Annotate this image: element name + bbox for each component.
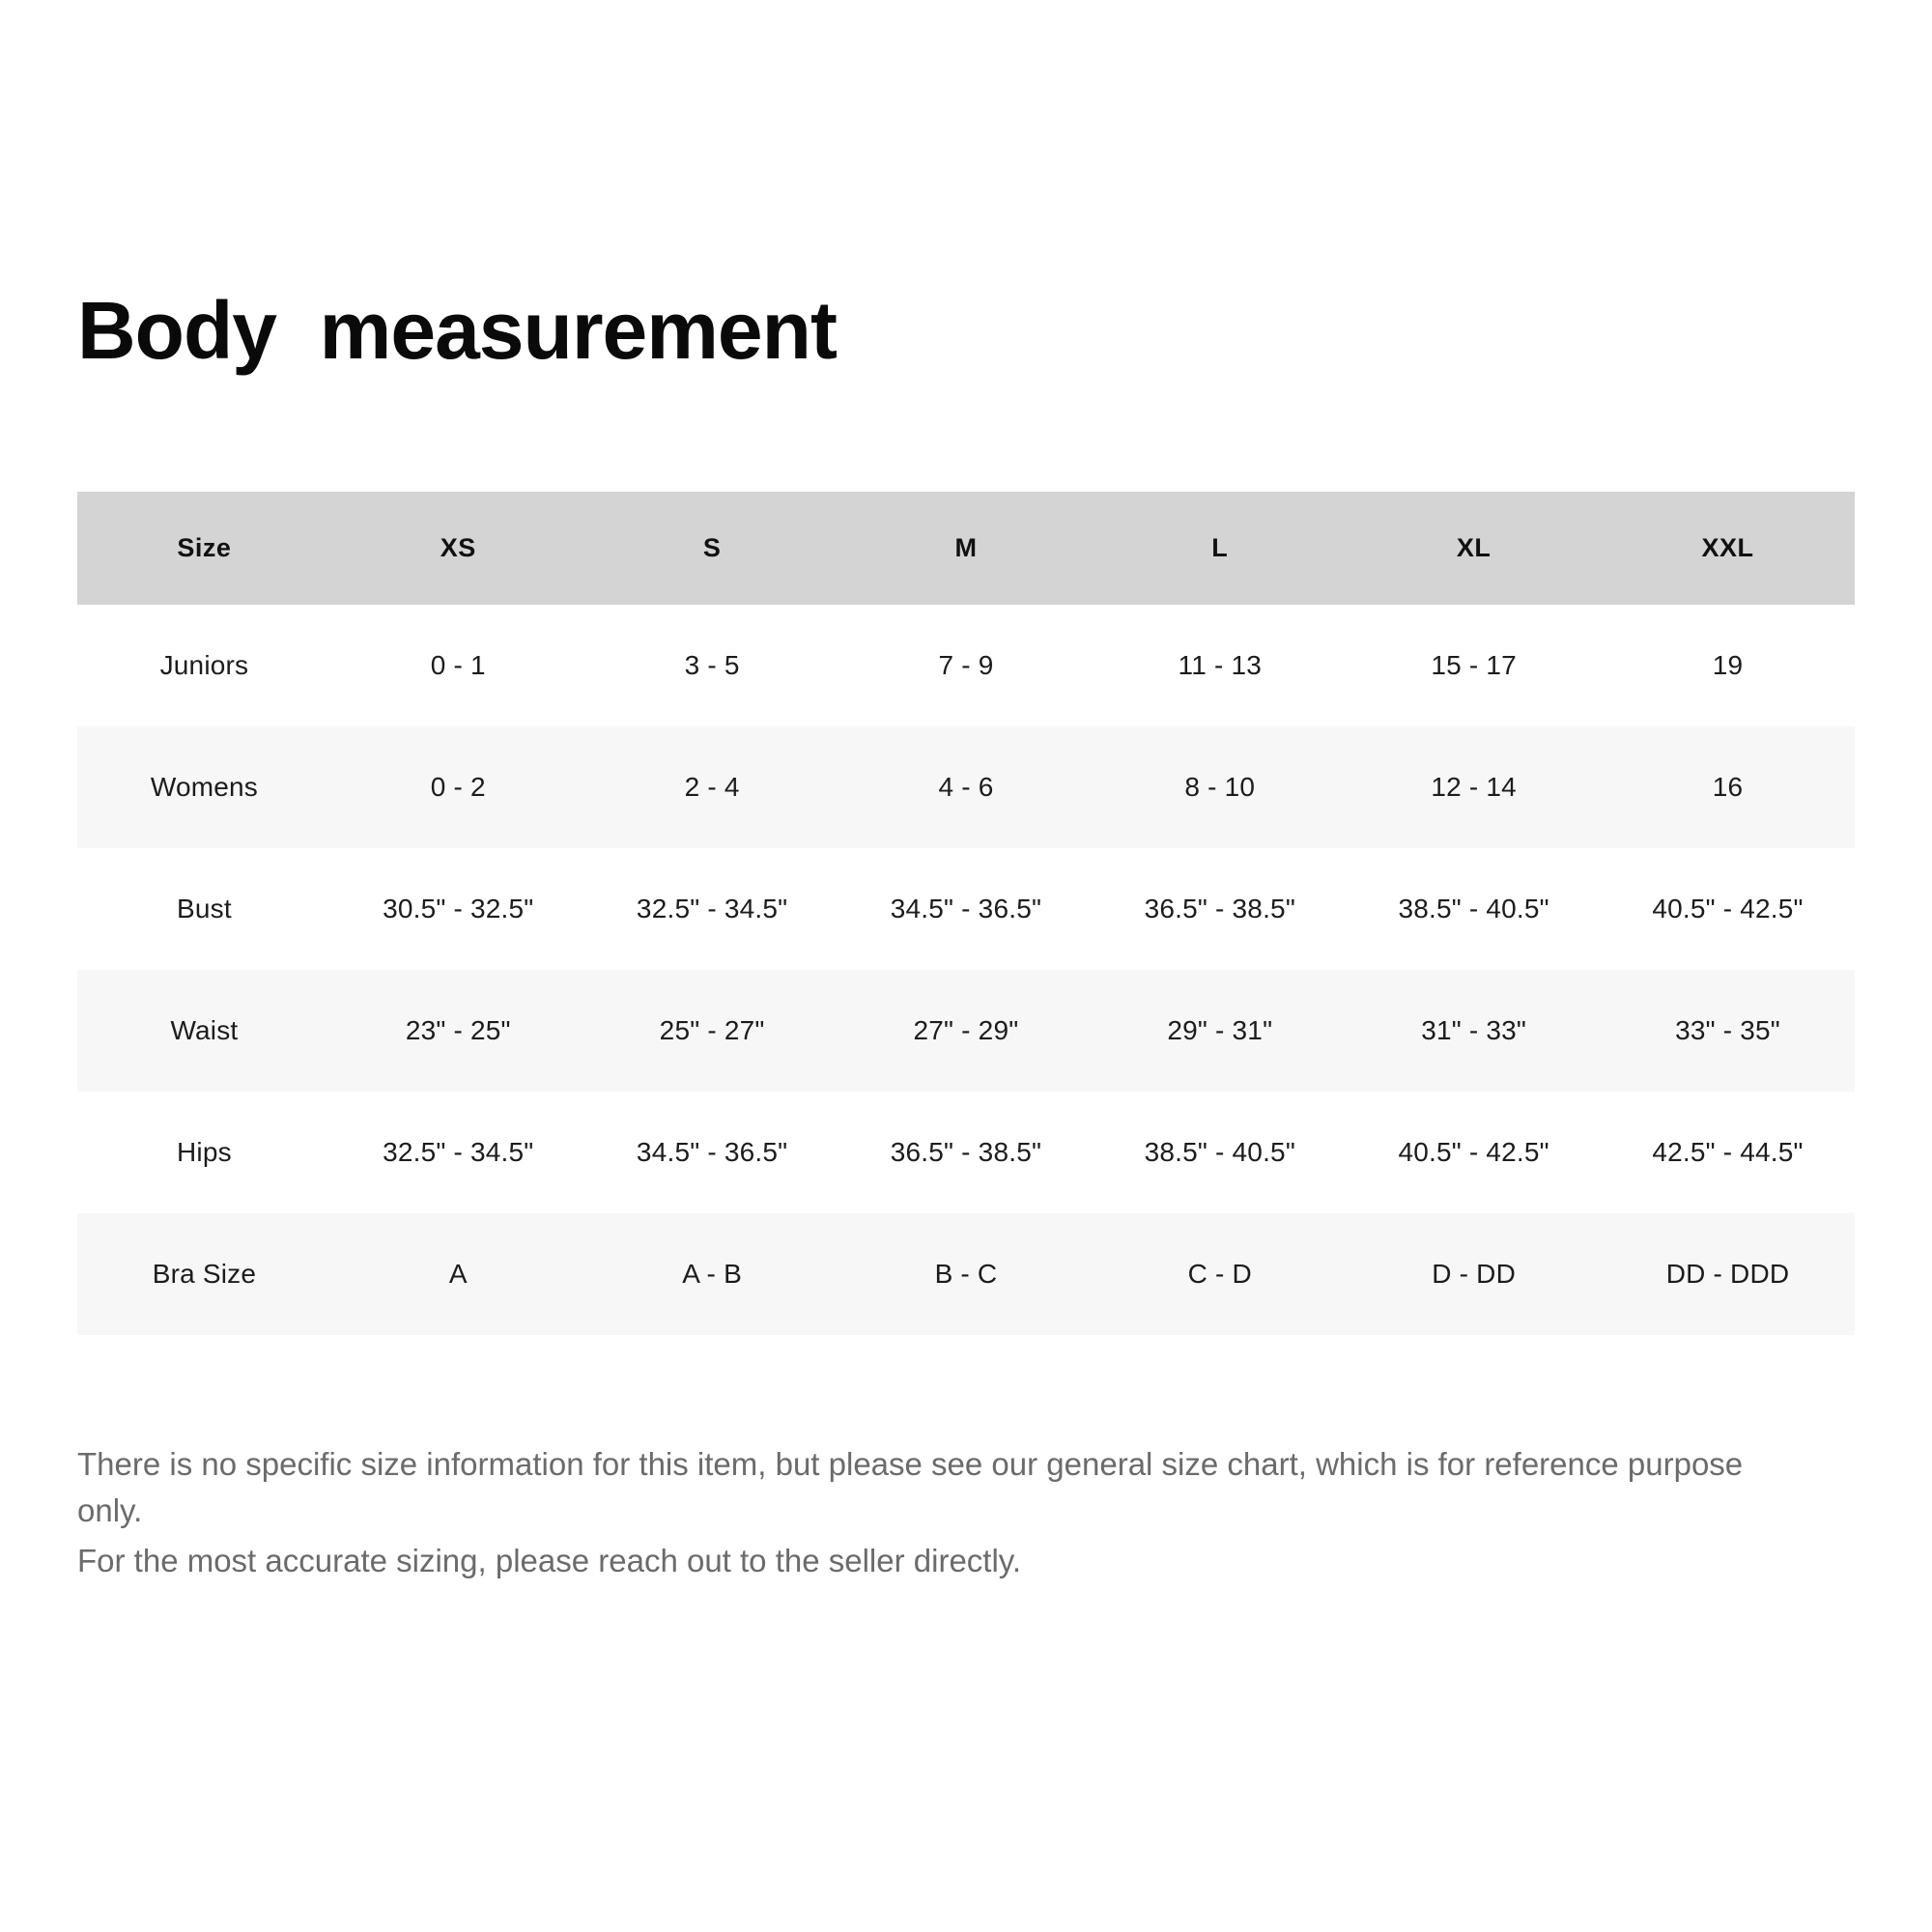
page-title: Body measurement — [77, 285, 837, 376]
row-label-womens: Womens — [150, 772, 258, 802]
cell-juniors-l: 11 - 13 — [1178, 650, 1263, 680]
cell-hips-l: 38.5" - 40.5" — [1144, 1137, 1295, 1167]
cell-hips-m: 36.5" - 38.5" — [890, 1137, 1042, 1167]
cell-bra-size-s: A - B — [682, 1259, 742, 1289]
cell-bra-size-xl: D - DD — [1432, 1259, 1517, 1289]
column-header-xs: XS — [440, 533, 476, 562]
row-label-hips: Hips — [177, 1137, 232, 1167]
cell-juniors-xs: 0 - 1 — [430, 650, 486, 680]
table-header — [77, 492, 1855, 605]
cell-juniors-m: 7 - 9 — [938, 650, 994, 680]
cell-waist-l: 29" - 31" — [1167, 1015, 1273, 1045]
column-header-s: S — [702, 533, 722, 562]
table-body — [77, 605, 1855, 1335]
disclaimer-line-1: There is no specific size information for this item, but please see our general size chart, which is for reference purpose only. — [77, 1446, 1744, 1528]
cell-waist-xl: 31" - 33" — [1421, 1015, 1527, 1045]
table-row — [77, 605, 1855, 726]
cell-waist-xxl: 33" - 35" — [1675, 1015, 1780, 1045]
cell-bra-size-l: C - D — [1187, 1259, 1252, 1289]
cell-waist-s: 25" - 27" — [659, 1015, 765, 1045]
size-table-container — [77, 492, 1855, 1335]
cell-juniors-xxl: 19 — [1712, 650, 1744, 680]
size-disclaimer — [77, 1441, 1816, 1584]
cell-bust-s: 32.5" - 34.5" — [636, 894, 788, 923]
cell-waist-m: 27" - 29" — [913, 1015, 1019, 1045]
cell-bra-size-m: B - C — [934, 1259, 998, 1289]
cell-bra-size-xs: A — [448, 1259, 468, 1289]
cell-womens-s: 2 - 4 — [684, 772, 740, 802]
cell-juniors-s: 3 - 5 — [684, 650, 740, 680]
cell-juniors-xl: 15 - 17 — [1431, 650, 1517, 680]
cell-womens-m: 4 - 6 — [938, 772, 994, 802]
cell-womens-xs: 0 - 2 — [430, 772, 486, 802]
disclaimer-line-2: For the most accurate sizing, please reach out to the seller directly. — [77, 1542, 1022, 1578]
cell-bra-size-xxl: DD - DDD — [1665, 1259, 1790, 1289]
table-header-row — [77, 492, 1855, 605]
row-label-juniors: Juniors — [159, 650, 249, 680]
cell-bust-xs: 30.5" - 32.5" — [383, 894, 534, 923]
cell-hips-xl: 40.5" - 42.5" — [1398, 1137, 1549, 1167]
row-label-bra-size: Bra Size — [152, 1259, 257, 1289]
row-label-waist: Waist — [170, 1015, 239, 1045]
table-row — [77, 1092, 1855, 1213]
cell-bust-xl: 38.5" - 40.5" — [1398, 894, 1549, 923]
cell-womens-xxl: 16 — [1712, 772, 1744, 802]
cell-hips-s: 34.5" - 36.5" — [636, 1137, 788, 1167]
table-row — [77, 848, 1855, 970]
column-header-m: M — [954, 533, 978, 562]
column-header-l: L — [1211, 533, 1229, 562]
table-row — [77, 970, 1855, 1092]
cell-hips-xxl: 42.5" - 44.5" — [1652, 1137, 1804, 1167]
cell-womens-xl: 12 - 14 — [1431, 772, 1517, 802]
cell-waist-xs: 23" - 25" — [405, 1015, 511, 1045]
cell-bust-l: 36.5" - 38.5" — [1144, 894, 1295, 923]
column-header-size: Size — [177, 533, 232, 562]
row-label-bust: Bust — [177, 894, 232, 923]
cell-bust-m: 34.5" - 36.5" — [890, 894, 1042, 923]
column-header-xxl: XXL — [1701, 533, 1754, 562]
table-row — [77, 726, 1855, 848]
cell-womens-l: 8 - 10 — [1184, 772, 1256, 802]
cell-bust-xxl: 40.5" - 42.5" — [1652, 894, 1804, 923]
size-table — [77, 492, 1855, 1335]
cell-hips-xs: 32.5" - 34.5" — [383, 1137, 534, 1167]
column-header-xl: XL — [1456, 533, 1492, 562]
table-row — [77, 1213, 1855, 1335]
